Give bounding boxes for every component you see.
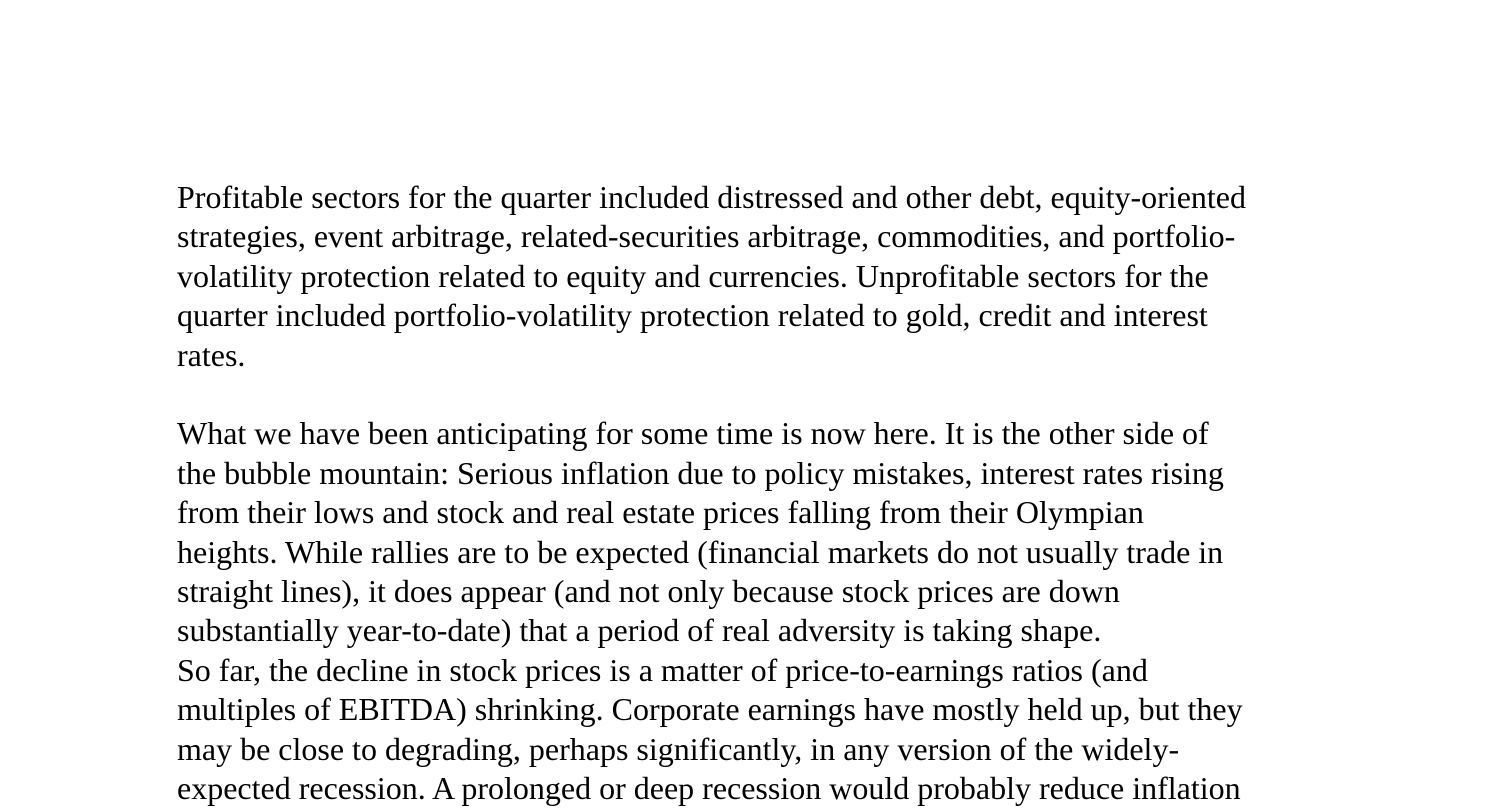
text-line: substantially year-to-date) that a period of real adversity is taking shape. bbox=[177, 612, 1102, 649]
text-line: Profitable sectors for the quarter included distressed and other debt, equity-oriented bbox=[177, 179, 1246, 215]
text-line: rates. bbox=[177, 336, 246, 373]
text-line: from their lows and stock and real estate prices falling from their Olympian bbox=[177, 494, 1144, 531]
text-line: What we have been anticipating for some time is now here. It is the other side of bbox=[177, 415, 1209, 452]
text-line: strategies, event arbitrage, related-securities arbitrage, commodities, and portfolio- bbox=[177, 218, 1236, 255]
paragraph-profitable-sectors bbox=[177, 178, 1337, 375]
text-line: may be close to degrading, perhaps significantly, in any version of the widely- bbox=[177, 730, 1180, 767]
text-line: heights. While rallies are to be expected (financial markets do not usually trade in bbox=[177, 533, 1224, 570]
paragraph-spacer bbox=[177, 375, 1337, 414]
text-line: multiples of EBITDA) shrinking. Corporate earnings have mostly held up, but they bbox=[177, 691, 1243, 728]
text-line: So far, the decline in stock prices is a matter of price-to-earnings ratios (and bbox=[177, 651, 1148, 688]
paragraph-decline bbox=[177, 651, 1337, 808]
document-body bbox=[177, 178, 1337, 808]
text-line: expected recession. A prolonged or deep recession would probably reduce inflation bbox=[177, 770, 1241, 807]
text-line: quarter included portfolio-volatility protection related to gold, credit and interest bbox=[177, 297, 1208, 334]
text-line: volatility protection related to equity and currencies. Unprofitable sectors for the bbox=[177, 257, 1209, 294]
text-line: the bubble mountain: Serious inflation due to policy mistakes, interest rates rising bbox=[177, 454, 1224, 491]
paragraph-anticipating bbox=[177, 414, 1337, 650]
text-line: straight lines), it does appear (and not only because stock prices are down bbox=[177, 573, 1120, 610]
